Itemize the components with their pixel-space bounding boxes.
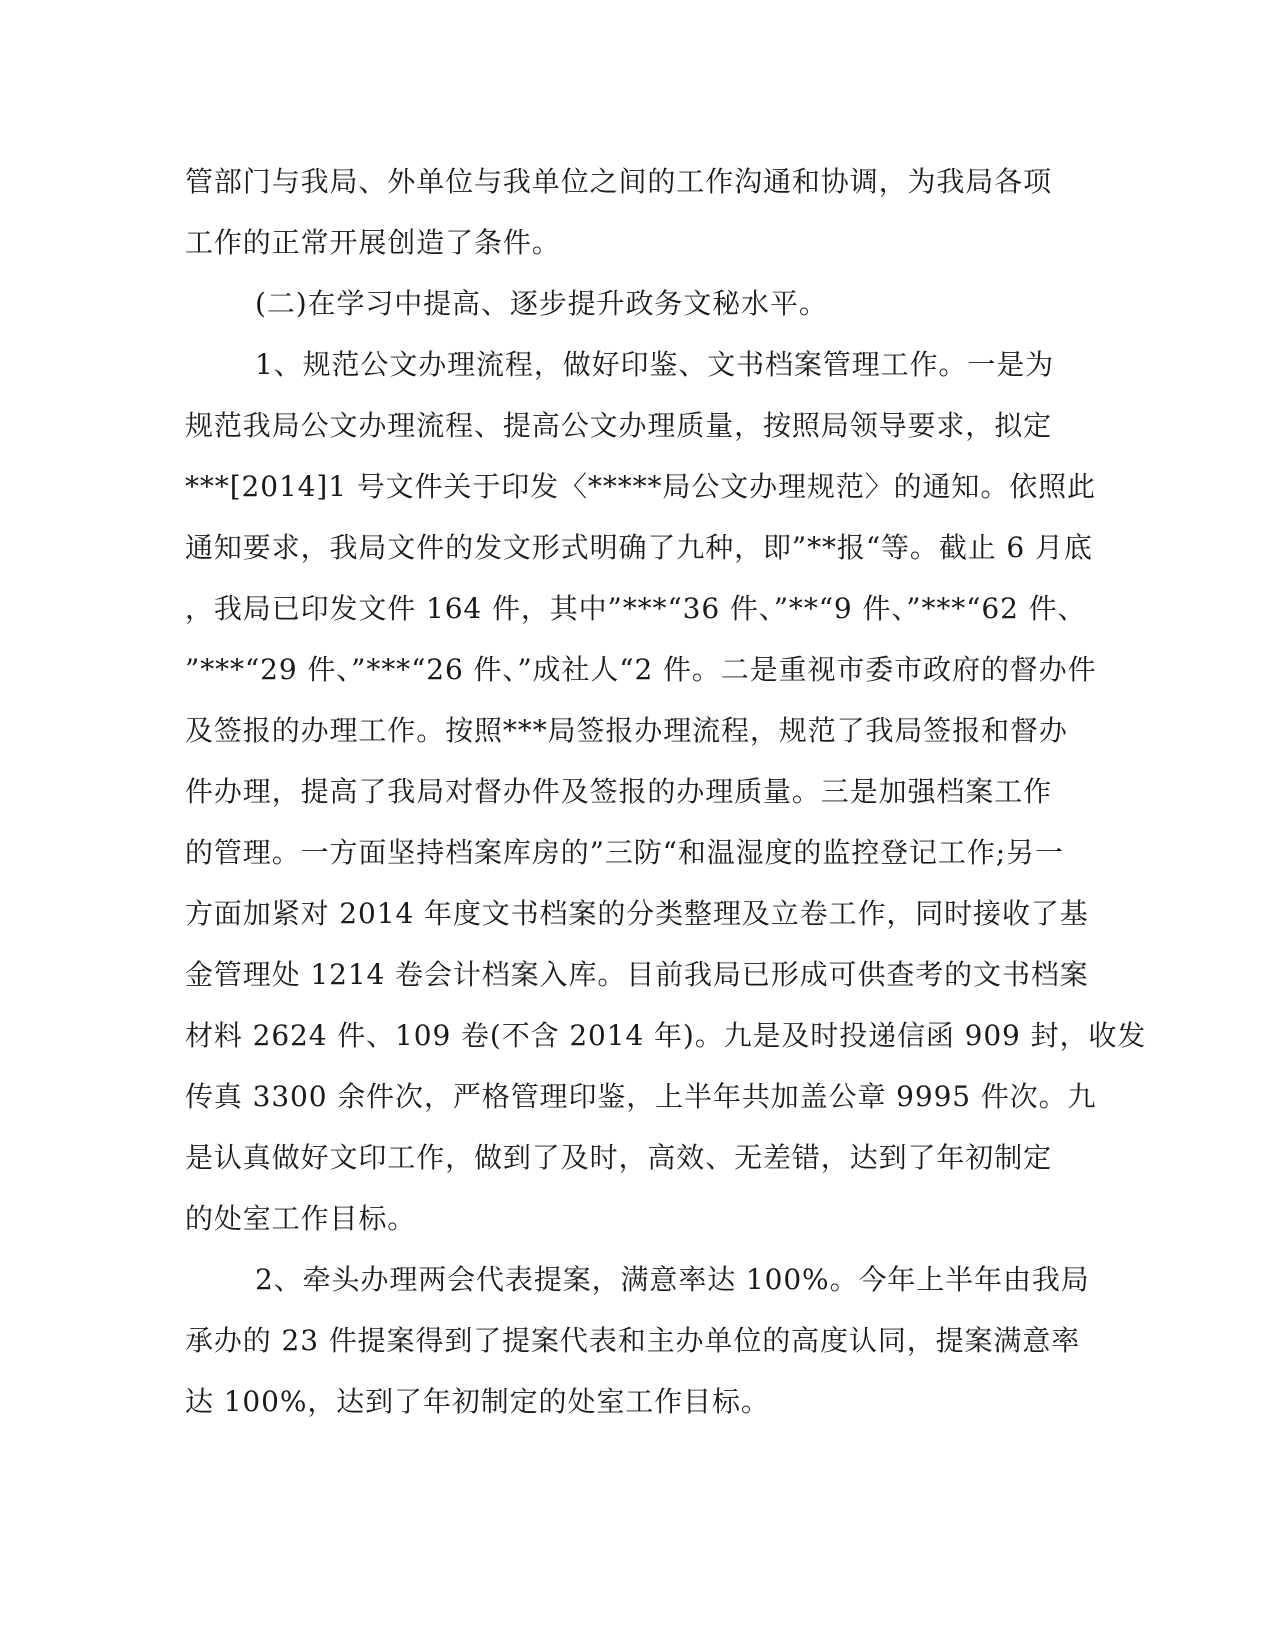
text-line: 是认真做好文印工作，做到了及时，高效、无差错，达到了年初制定 — [185, 1141, 1053, 1174]
text-line: 达 100%，达到了年初制定的处室工作目标。 — [185, 1385, 770, 1418]
text-line: 的管理。一方面坚持档案库房的”三防“和温湿度的监控登记工作;另一 — [185, 836, 1064, 869]
text-line: 件办理，提高了我局对督办件及签报的办理质量。三是加强档案工作 — [185, 775, 1053, 808]
text-line: ，我局已印发文件 164 件，其中”***“36 件、”**“9 件、”***“62 件、 — [185, 592, 1087, 625]
text-line: 管部门与我局、外单位与我单位之间的工作沟通和协调，为我局各项 — [185, 165, 1053, 198]
text-line: 承办的 23 件提案得到了提案代表和主办单位的高度认同，提案满意率 — [185, 1324, 1081, 1357]
text-line: 金管理处 1214 卷会计档案入库。目前我局已形成可供查考的文书档案 — [185, 958, 1089, 991]
text-line: 材料 2624 件、109 卷(不含 2014 年)。九是及时投递信函 909 封，收发 — [185, 1019, 1147, 1052]
section-heading: (二)在学习中提高、逐步提升政务文秘水平。 — [255, 287, 828, 320]
text-line: 及签报的办理工作。按照***局签报办理流程，规范了我局签报和督办 — [185, 714, 1068, 747]
document-body — [185, 158, 1147, 1439]
text-line: ***[2014]1 号文件关于印发〈*****局公文办理规范〉的通知。依照此 — [185, 470, 1096, 503]
text-line: 方面加紧对 2014 年度文书档案的分类整理及立卷工作，同时接收了基 — [185, 897, 1089, 930]
text-line: ”***“29 件、”***“26 件、”成社人“2 件。二是重视市委市政府的督办件 — [185, 653, 1097, 686]
text-line: 传真 3300 余件次，严格管理印鉴，上半年共加盖公章 9995 件次。九 — [185, 1080, 1097, 1113]
paragraph-first-line: 1、规范公文办理流程，做好印鉴、文书档案管理工作。一是为 — [255, 348, 1055, 381]
text-line: 规范我局公文办理流程、提高公文办理质量，按照局领导要求，拟定 — [185, 409, 1053, 442]
text-line: 工作的正常开展创造了条件。 — [185, 226, 561, 259]
paragraph-first-line: 2、牵头办理两会代表提案，满意率达 100%。今年上半年由我局 — [255, 1263, 1090, 1296]
text-line: 通知要求，我局文件的发文形式明确了九种，即”**报“等。截止 6 月底 — [185, 531, 1093, 564]
text-line: 的处室工作目标。 — [185, 1202, 417, 1235]
